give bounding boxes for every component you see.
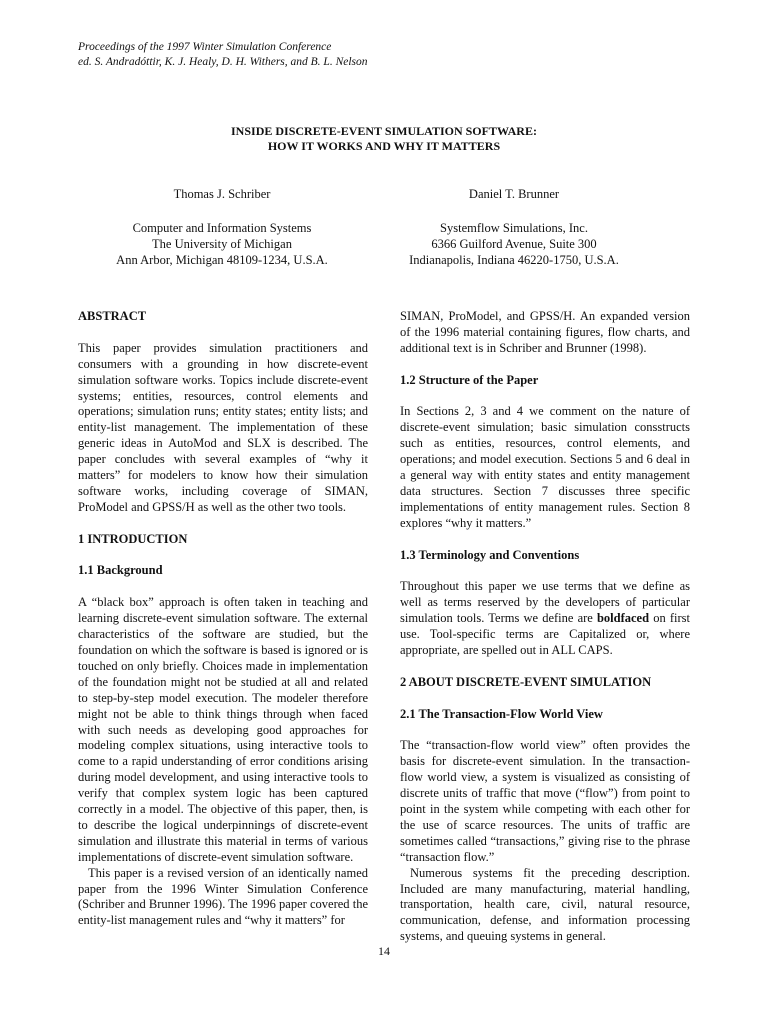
left-column	[78, 309, 368, 929]
background-paragraph: This paper is a revised version of an identically named paper from the 1996 Winter Simulation Conference (Schriber and Brunner 1996). The 1996 paper covered the entity-list management rules and “why it matters” for	[78, 865, 368, 928]
author-affiliation: Computer and Information Systems	[132, 221, 312, 235]
boldfaced-term: boldfaced	[596, 611, 650, 626]
author-address: Ann Arbor, Michigan 48109-1234, U.S.A.	[116, 253, 328, 267]
author-address: Indianapolis, Indiana 46220-1750, U.S.A.	[409, 253, 619, 267]
terminology-paragraph	[400, 579, 690, 659]
author-block-brunner	[364, 186, 664, 268]
subsection-heading-terminology: 1.3 Terminology and Conventions	[400, 547, 580, 562]
abstract-text: This paper provides simulation practitioners and consumers with a grounding in how discrete-event simulation software works. Topics include discrete-event systems; entities, resources, control elements and operations; simulation runs; entity states; entity lists; and entity-list management. The implementation of these generic ideas in AutoMod and SLX is described. The paper concludes with several examples of “why it matters” for modelers to know how their simulation software works, including coverage of SIMAN, ProModel and GPSS/H as well as the other two tools.	[78, 340, 368, 514]
title-line-2: HOW IT WORKS AND WHY IT MATTERS	[267, 139, 501, 153]
paper-title	[0, 124, 768, 154]
conference-line: Proceedings of the 1997 Winter Simulation Conference	[78, 41, 332, 53]
continued-paragraph: SIMAN, ProModel, and GPSS/H. An expanded version of the 1996 material containing figures, flow charts, and additional text is in Schriber and Brunner (1998).	[400, 309, 690, 355]
structure-paragraph: In Sections 2, 3 and 4 we comment on the nature of discrete-event simulation; basic simulation consstructs such as entities, resources, control elements, and operations; and model execution. Sections 5 and 6 deal in a general way with entity states and entity management data structures. Section 7 discusses three specific implementations of entity management rules. Section 8 explores “why it matters.”	[400, 404, 690, 530]
author-affiliation: Systemflow Simulations, Inc.	[440, 221, 588, 235]
author-name: Daniel T. Brunner	[468, 187, 560, 201]
subsection-heading-world-view: 2.1 The Transaction-Flow World View	[400, 706, 603, 721]
subsection-heading-background: 1.1 Background	[78, 563, 163, 578]
world-view-paragraph: The “transaction-flow world view” often provides the basis for discrete-event simulation. In the transaction-flow world view, a system is visualized as consisting of discrete units of traffic that move (“flow”) from point to point in the system while competing with each other for the use of scarce resources. The units of traffic are sometimes called “transactions,” giving rise to the phrase “transaction flow.”	[400, 738, 690, 864]
author-block-schriber	[72, 186, 372, 268]
title-line-1: INSIDE DISCRETE-EVENT SIMULATION SOFTWARE:	[231, 124, 537, 138]
subsection-heading-structure: 1.2 Structure of the Paper	[400, 372, 539, 387]
abstract-heading: ABSTRACT	[78, 309, 147, 323]
running-head	[78, 40, 368, 70]
right-column	[400, 309, 690, 945]
background-paragraph: A “black box” approach is often taken in teaching and learning discrete-event simulation software. The external characteristics of the software are studied, but the foundation on which the software is based is ignored or is touched on only briefly. Choices made in implementation of the foundation might not be studied at all and related to step-by-step model execution. The modeler therefore might not be able to think things through when faced with such needs as developing good approaches for modeling complex situations, using interactive tools to come to a rapid understanding of error conditions arising during model development, and using interactive tools to verify that complex system logic has been captured correctly in a model. The objective of this paper, then, is to describe the logical underpinnings of discrete-event simulation and illustrate this material in terms of various implementations of discrete-event simulation software.	[78, 595, 368, 864]
world-view-paragraph: Numerous systems fit the preceding description. Included are many manufacturing, material handling, transportation, health care, civil, natural resource, communication, defense, and information processing systems, and queuing systems in general.	[400, 865, 690, 944]
author-address: 6366 Guilford Avenue, Suite 300	[431, 237, 597, 251]
author-name: Thomas J. Schriber	[173, 187, 271, 201]
author-affiliation: The University of Michigan	[152, 237, 292, 251]
editors-line: ed. S. Andradóttir, K. J. Healy, D. H. Withers, and B. L. Nelson	[78, 56, 368, 68]
terminology-text: Throughout this paper we use terms that we define as well as terms reserved by the developers of particular simulation tools. Terms we define are	[400, 579, 690, 626]
terminology-text: on first use. Tool-specific terms are Capitalized or, where appropriate, are spelled out in ALL CAPS.	[400, 611, 690, 657]
section-heading-about-des: 2 ABOUT DISCRETE-EVENT SIMULATION	[400, 674, 652, 689]
page-number: 14	[378, 944, 390, 958]
section-heading-introduction: 1 INTRODUCTION	[78, 531, 188, 546]
